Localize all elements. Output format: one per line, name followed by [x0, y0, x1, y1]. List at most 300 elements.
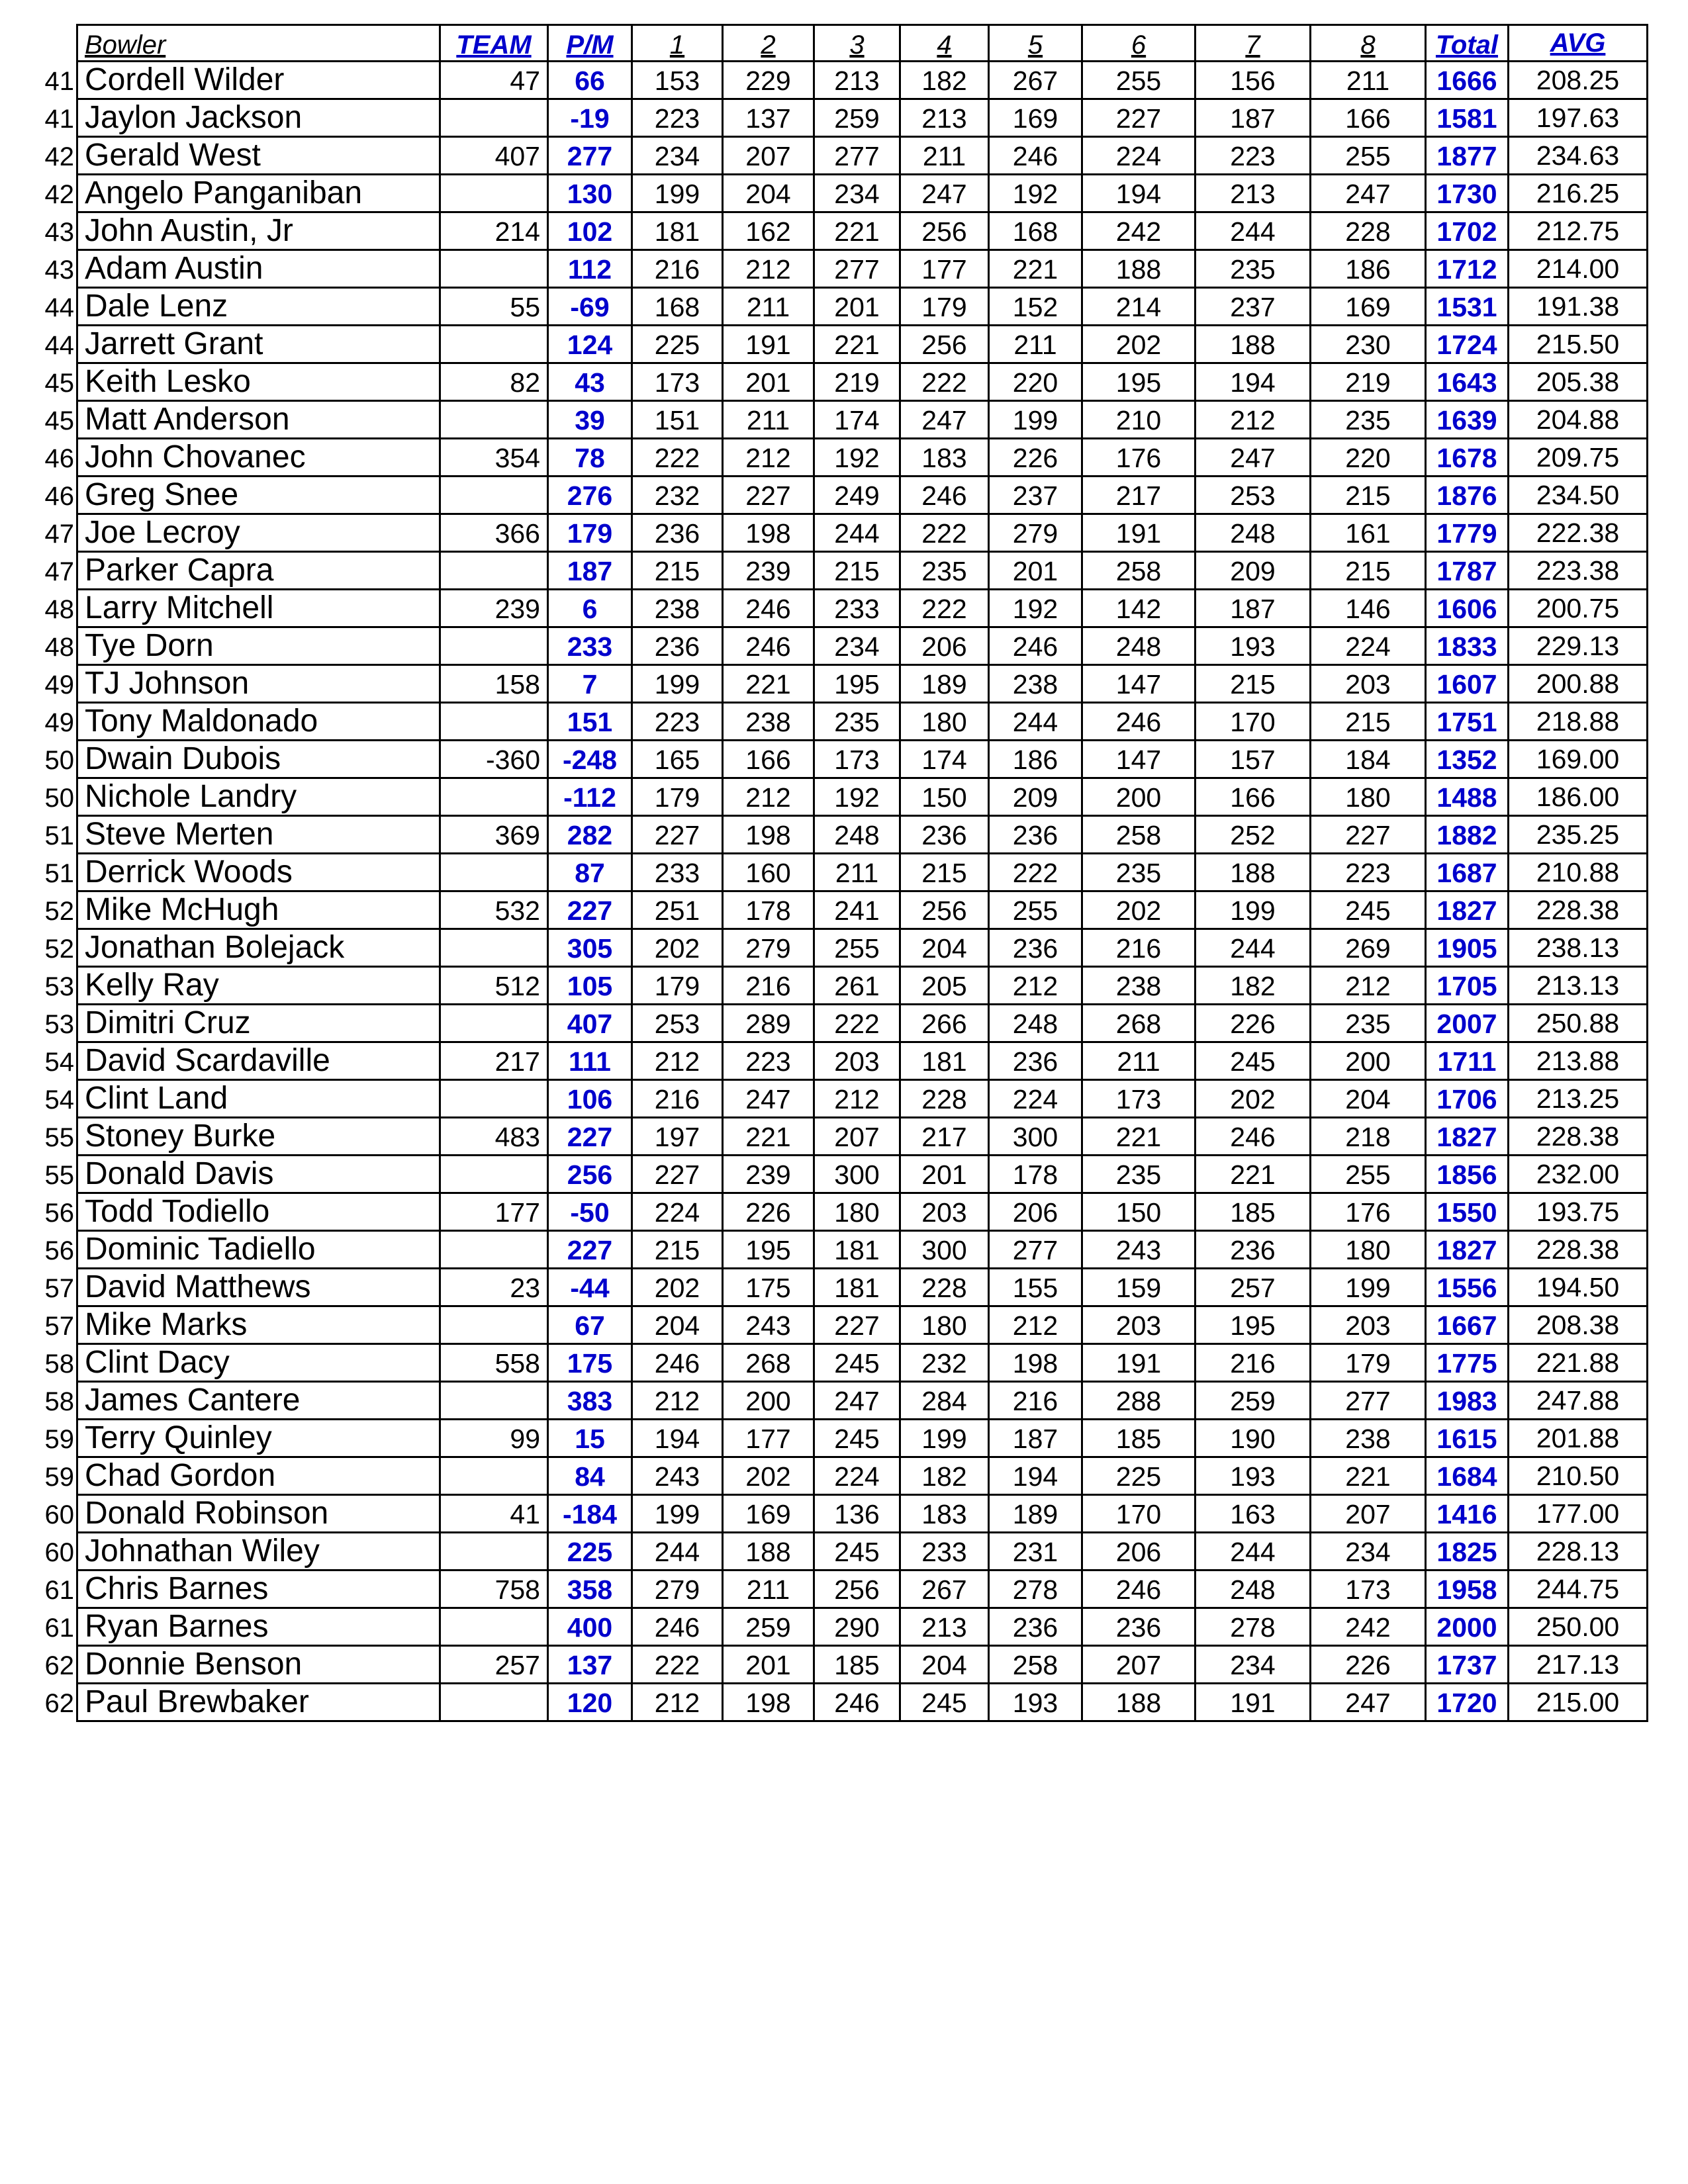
game-2-cell: 212	[723, 439, 814, 477]
game-4-cell: 267	[900, 1570, 989, 1608]
game-1-cell: 236	[632, 514, 723, 552]
table-row	[77, 514, 1648, 552]
plus-minus-cell: 120	[548, 1684, 632, 1721]
team-score-cell	[440, 1608, 548, 1646]
table-row	[77, 854, 1648, 891]
total-cell: 1983	[1426, 1382, 1509, 1420]
game-7-cell: 244	[1196, 212, 1311, 250]
game-4-cell: 217	[900, 1118, 989, 1156]
game-3-cell: 180	[814, 1193, 900, 1231]
total-cell: 1550	[1426, 1193, 1509, 1231]
game-2-cell: 162	[723, 212, 814, 250]
game-3-cell: 173	[814, 741, 900, 778]
game-6-cell: 258	[1082, 816, 1196, 854]
game-3-cell: 259	[814, 99, 900, 137]
game-6-cell: 206	[1082, 1533, 1196, 1570]
average-cell: 177.00	[1509, 1495, 1648, 1533]
game-5-cell: 216	[989, 1382, 1082, 1420]
game-7-cell: 237	[1196, 288, 1311, 326]
table-row	[77, 1193, 1648, 1231]
game-1-cell: 227	[632, 816, 723, 854]
game-8-cell: 230	[1311, 326, 1426, 363]
game-2-cell: 198	[723, 514, 814, 552]
game-1-cell: 225	[632, 326, 723, 363]
game-7-cell: 185	[1196, 1193, 1311, 1231]
game-8-cell: 234	[1311, 1533, 1426, 1570]
game-7-cell: 195	[1196, 1306, 1311, 1344]
table-row	[77, 741, 1648, 778]
game-4-cell: 189	[900, 665, 989, 703]
game-4-cell: 180	[900, 1306, 989, 1344]
average-cell: 205.38	[1509, 363, 1648, 401]
game-4-cell: 222	[900, 590, 989, 627]
average-cell: 228.38	[1509, 1231, 1648, 1269]
game-3-cell: 181	[814, 1269, 900, 1306]
game-8-cell: 215	[1311, 477, 1426, 514]
game-3-cell: 195	[814, 665, 900, 703]
plus-minus-cell: 39	[548, 401, 632, 439]
bowler-name-cell: Derrick Woods	[77, 854, 440, 891]
average-cell: 217.13	[1509, 1646, 1648, 1684]
game-6-cell: 191	[1082, 514, 1196, 552]
table-row	[77, 1080, 1648, 1118]
average-cell: 228.13	[1509, 1533, 1648, 1570]
game-1-cell: 212	[632, 1382, 723, 1420]
plus-minus-cell: -19	[548, 99, 632, 137]
total-cell: 1711	[1426, 1042, 1509, 1080]
game-7-cell: 245	[1196, 1042, 1311, 1080]
game-8-cell: 173	[1311, 1570, 1426, 1608]
bowler-name-cell: Jarrett Grant	[77, 326, 440, 363]
game-7-cell: 156	[1196, 62, 1311, 99]
game-2-cell: 198	[723, 1684, 814, 1721]
game-8-cell: 269	[1311, 929, 1426, 967]
game-8-cell: 223	[1311, 854, 1426, 891]
bowler-name-cell: Greg Snee	[77, 477, 440, 514]
total-cell: 1730	[1426, 175, 1509, 212]
average-cell: 238.13	[1509, 929, 1648, 967]
average-cell: 215.50	[1509, 326, 1648, 363]
game-1-cell: 153	[632, 62, 723, 99]
team-score-cell: 366	[440, 514, 548, 552]
total-cell: 1678	[1426, 439, 1509, 477]
bowler-name-cell: Parker Capra	[77, 552, 440, 590]
game-5-cell: 258	[989, 1646, 1082, 1684]
table-row	[77, 1231, 1648, 1269]
total-cell: 1352	[1426, 741, 1509, 778]
game-4-cell: 266	[900, 1005, 989, 1042]
game-6-cell: 216	[1082, 929, 1196, 967]
total-cell: 1751	[1426, 703, 1509, 741]
bowler-name-cell: Gerald West	[77, 137, 440, 175]
game-2-cell: 221	[723, 1118, 814, 1156]
game-7-cell: 213	[1196, 175, 1311, 212]
bowler-name-cell: Jonathan Bolejack	[77, 929, 440, 967]
team-score-cell: 257	[440, 1646, 548, 1684]
bowler-name-cell: Clint Dacy	[77, 1344, 440, 1382]
game-6-cell: 188	[1082, 1684, 1196, 1721]
table-row	[77, 1118, 1648, 1156]
bowler-name-cell: Todd Todiello	[77, 1193, 440, 1231]
game-3-cell: 211	[814, 854, 900, 891]
game-5-cell: 236	[989, 1608, 1082, 1646]
team-score-cell: 55	[440, 288, 548, 326]
game-3-cell: 245	[814, 1344, 900, 1382]
game-8-cell: 166	[1311, 99, 1426, 137]
row-number: 61	[44, 1613, 74, 1643]
team-score-cell: 214	[440, 212, 548, 250]
total-cell: 1825	[1426, 1533, 1509, 1570]
total-cell: 1787	[1426, 552, 1509, 590]
game-2-cell: 212	[723, 250, 814, 288]
game-5-cell: 189	[989, 1495, 1082, 1533]
bowler-name-cell: Jaylon Jackson	[77, 99, 440, 137]
game-7-cell: 163	[1196, 1495, 1311, 1533]
plus-minus-cell: 407	[548, 1005, 632, 1042]
bowler-name-cell: Chad Gordon	[77, 1457, 440, 1495]
average-cell: 186.00	[1509, 778, 1648, 816]
game-1-cell: 279	[632, 1570, 723, 1608]
table-row	[77, 929, 1648, 967]
game-7-cell: 246	[1196, 1118, 1311, 1156]
game-4-cell: 201	[900, 1156, 989, 1193]
total-cell: 1615	[1426, 1420, 1509, 1457]
game-5-cell: 277	[989, 1231, 1082, 1269]
game-1-cell: 151	[632, 401, 723, 439]
average-cell: 191.38	[1509, 288, 1648, 326]
table-row	[77, 891, 1648, 929]
table-row	[77, 439, 1648, 477]
table-row	[77, 552, 1648, 590]
game-4-cell: 247	[900, 175, 989, 212]
game-4-cell: 222	[900, 514, 989, 552]
bowler-name-cell: Dwain Dubois	[77, 741, 440, 778]
game-3-cell: 277	[814, 250, 900, 288]
plus-minus-cell: 276	[548, 477, 632, 514]
plus-minus-cell: 277	[548, 137, 632, 175]
row-number: 61	[44, 1575, 74, 1605]
bowler-name-cell: Ryan Barnes	[77, 1608, 440, 1646]
total-cell: 1827	[1426, 1231, 1509, 1269]
team-score-cell: 532	[440, 891, 548, 929]
game-8-cell: 245	[1311, 891, 1426, 929]
total-cell: 1833	[1426, 627, 1509, 665]
bowler-name-cell: Larry Mitchell	[77, 590, 440, 627]
total-cell: 1684	[1426, 1457, 1509, 1495]
game-4-cell: 228	[900, 1269, 989, 1306]
game-8-cell: 238	[1311, 1420, 1426, 1457]
game-8-cell: 235	[1311, 401, 1426, 439]
game-5-cell: 206	[989, 1193, 1082, 1231]
game-4-cell: 256	[900, 891, 989, 929]
total-cell: 1531	[1426, 288, 1509, 326]
game-8-cell: 180	[1311, 778, 1426, 816]
game-1-cell: 179	[632, 778, 723, 816]
average-cell: 210.50	[1509, 1457, 1648, 1495]
game-3-cell: 174	[814, 401, 900, 439]
bowler-name-cell: Kelly Ray	[77, 967, 440, 1005]
game-2-cell: 226	[723, 1193, 814, 1231]
game-6-cell: 176	[1082, 439, 1196, 477]
team-score-cell	[440, 1382, 548, 1420]
game-6-cell: 242	[1082, 212, 1196, 250]
game-5-cell: 212	[989, 1306, 1082, 1344]
game-6-cell: 173	[1082, 1080, 1196, 1118]
game-8-cell: 161	[1311, 514, 1426, 552]
game-1-cell: 179	[632, 967, 723, 1005]
game-8-cell: 200	[1311, 1042, 1426, 1080]
game-3-cell: 300	[814, 1156, 900, 1193]
game-6-cell: 142	[1082, 590, 1196, 627]
game-5-cell: 211	[989, 326, 1082, 363]
game-1-cell: 222	[632, 1646, 723, 1684]
game-7-cell: 191	[1196, 1684, 1311, 1721]
total-cell: 1607	[1426, 665, 1509, 703]
game-3-cell: 290	[814, 1608, 900, 1646]
table-row	[77, 665, 1648, 703]
game-6-cell: 170	[1082, 1495, 1196, 1533]
game-5-cell: 255	[989, 891, 1082, 929]
plus-minus-cell: 400	[548, 1608, 632, 1646]
game-7-cell: 209	[1196, 552, 1311, 590]
game-1-cell: 234	[632, 137, 723, 175]
game-8-cell: 184	[1311, 741, 1426, 778]
game-1-cell: 227	[632, 1156, 723, 1193]
average-cell: 228.38	[1509, 1118, 1648, 1156]
bowler-name-cell: James Cantere	[77, 1382, 440, 1420]
column-header-game-7: 7	[1196, 25, 1311, 62]
game-5-cell: 244	[989, 703, 1082, 741]
team-score-cell: 558	[440, 1344, 548, 1382]
team-score-cell	[440, 401, 548, 439]
game-7-cell: 199	[1196, 891, 1311, 929]
game-7-cell: 187	[1196, 590, 1311, 627]
game-1-cell: 224	[632, 1193, 723, 1231]
game-8-cell: 203	[1311, 665, 1426, 703]
game-5-cell: 246	[989, 627, 1082, 665]
team-score-cell: 758	[440, 1570, 548, 1608]
plus-minus-cell: 6	[548, 590, 632, 627]
plus-minus-cell: 66	[548, 62, 632, 99]
bowler-name-cell: Donald Robinson	[77, 1495, 440, 1533]
standings-table	[76, 24, 1648, 1722]
plus-minus-cell: 84	[548, 1457, 632, 1495]
game-1-cell: 251	[632, 891, 723, 929]
team-score-cell	[440, 477, 548, 514]
game-6-cell: 224	[1082, 137, 1196, 175]
row-number: 51	[44, 821, 74, 850]
table-row	[77, 1382, 1648, 1420]
column-header-total: Total	[1426, 25, 1509, 62]
game-2-cell: 212	[723, 778, 814, 816]
game-1-cell: 168	[632, 288, 723, 326]
game-5-cell: 238	[989, 665, 1082, 703]
plus-minus-cell: 78	[548, 439, 632, 477]
row-number: 49	[44, 670, 74, 700]
game-1-cell: 236	[632, 627, 723, 665]
column-header-pm: P/M	[548, 25, 632, 62]
row-number: 50	[44, 783, 74, 813]
game-7-cell: 244	[1196, 1533, 1311, 1570]
game-8-cell: 212	[1311, 967, 1426, 1005]
game-3-cell: 246	[814, 1684, 900, 1721]
average-cell: 213.13	[1509, 967, 1648, 1005]
average-cell: 215.00	[1509, 1684, 1648, 1721]
table-row	[77, 250, 1648, 288]
game-4-cell: 204	[900, 1646, 989, 1684]
game-4-cell: 222	[900, 363, 989, 401]
plus-minus-cell: 233	[548, 627, 632, 665]
game-8-cell: 228	[1311, 212, 1426, 250]
game-1-cell: 197	[632, 1118, 723, 1156]
game-7-cell: 194	[1196, 363, 1311, 401]
game-4-cell: 177	[900, 250, 989, 288]
game-1-cell: 215	[632, 552, 723, 590]
total-cell: 1958	[1426, 1570, 1509, 1608]
row-number: 59	[44, 1462, 74, 1492]
team-score-cell: 23	[440, 1269, 548, 1306]
game-4-cell: 174	[900, 741, 989, 778]
bowler-name-cell: David Scardaville	[77, 1042, 440, 1080]
table-row	[77, 1608, 1648, 1646]
plus-minus-cell: 130	[548, 175, 632, 212]
team-score-cell	[440, 326, 548, 363]
game-8-cell: 247	[1311, 1684, 1426, 1721]
game-2-cell: 223	[723, 1042, 814, 1080]
plus-minus-cell: 105	[548, 967, 632, 1005]
game-4-cell: 205	[900, 967, 989, 1005]
column-header-avg: AVG	[1509, 25, 1648, 62]
game-2-cell: 177	[723, 1420, 814, 1457]
game-5-cell: 152	[989, 288, 1082, 326]
plus-minus-cell: 358	[548, 1570, 632, 1608]
game-7-cell: 187	[1196, 99, 1311, 137]
total-cell: 1556	[1426, 1269, 1509, 1306]
bowler-name-cell: Cordell Wilder	[77, 62, 440, 99]
game-4-cell: 183	[900, 1495, 989, 1533]
plus-minus-cell: 179	[548, 514, 632, 552]
game-2-cell: 268	[723, 1344, 814, 1382]
bowler-name-cell: Tony Maldonado	[77, 703, 440, 741]
game-5-cell: 187	[989, 1420, 1082, 1457]
total-cell: 1643	[1426, 363, 1509, 401]
game-2-cell: 200	[723, 1382, 814, 1420]
plus-minus-cell: -112	[548, 778, 632, 816]
plus-minus-cell: 7	[548, 665, 632, 703]
game-7-cell: 188	[1196, 326, 1311, 363]
plus-minus-cell: 282	[548, 816, 632, 854]
table-row	[77, 703, 1648, 741]
bowler-name-cell: Johnathan Wiley	[77, 1533, 440, 1570]
game-2-cell: 178	[723, 891, 814, 929]
game-6-cell: 235	[1082, 854, 1196, 891]
team-score-cell: 407	[440, 137, 548, 175]
total-cell: 1706	[1426, 1080, 1509, 1118]
game-4-cell: 256	[900, 326, 989, 363]
game-8-cell: 255	[1311, 1156, 1426, 1193]
game-8-cell: 211	[1311, 62, 1426, 99]
total-cell: 1882	[1426, 816, 1509, 854]
game-8-cell: 224	[1311, 627, 1426, 665]
team-score-cell	[440, 1684, 548, 1721]
plus-minus-cell: -50	[548, 1193, 632, 1231]
team-score-cell	[440, 1457, 548, 1495]
average-cell: 229.13	[1509, 627, 1648, 665]
row-number: 57	[44, 1273, 74, 1303]
game-8-cell: 203	[1311, 1306, 1426, 1344]
game-1-cell: 202	[632, 1269, 723, 1306]
total-cell: 1416	[1426, 1495, 1509, 1533]
row-number: 52	[44, 934, 74, 964]
plus-minus-cell: -69	[548, 288, 632, 326]
plus-minus-cell: 225	[548, 1533, 632, 1570]
table-row	[77, 1570, 1648, 1608]
game-6-cell: 194	[1082, 175, 1196, 212]
game-2-cell: 166	[723, 741, 814, 778]
table-row	[77, 1344, 1648, 1382]
game-1-cell: 233	[632, 854, 723, 891]
game-6-cell: 238	[1082, 967, 1196, 1005]
game-2-cell: 239	[723, 1156, 814, 1193]
bowler-name-cell: Dominic Tadiello	[77, 1231, 440, 1269]
game-5-cell: 221	[989, 250, 1082, 288]
game-7-cell: 248	[1196, 1570, 1311, 1608]
row-number: 48	[44, 594, 74, 624]
game-1-cell: 212	[632, 1042, 723, 1080]
average-cell: 197.63	[1509, 99, 1648, 137]
game-7-cell: 221	[1196, 1156, 1311, 1193]
average-cell: 204.88	[1509, 401, 1648, 439]
row-number: 41	[44, 104, 74, 134]
game-5-cell: 192	[989, 590, 1082, 627]
game-1-cell: 243	[632, 1457, 723, 1495]
average-cell: 194.50	[1509, 1269, 1648, 1306]
table-row	[77, 363, 1648, 401]
bowler-name-cell: Stoney Burke	[77, 1118, 440, 1156]
total-cell: 1877	[1426, 137, 1509, 175]
total-cell: 1856	[1426, 1156, 1509, 1193]
average-cell: 216.25	[1509, 175, 1648, 212]
total-cell: 1737	[1426, 1646, 1509, 1684]
bowler-name-cell: Mike Marks	[77, 1306, 440, 1344]
game-7-cell: 253	[1196, 477, 1311, 514]
game-6-cell: 150	[1082, 1193, 1196, 1231]
game-3-cell: 224	[814, 1457, 900, 1495]
game-4-cell: 199	[900, 1420, 989, 1457]
team-score-cell	[440, 99, 548, 137]
game-7-cell: 278	[1196, 1608, 1311, 1646]
game-1-cell: 181	[632, 212, 723, 250]
row-number: 44	[44, 293, 74, 322]
bowler-name-cell: John Chovanec	[77, 439, 440, 477]
game-2-cell: 160	[723, 854, 814, 891]
game-7-cell: 215	[1196, 665, 1311, 703]
row-number: 60	[44, 1537, 74, 1567]
game-4-cell: 213	[900, 99, 989, 137]
bowler-name-cell: Clint Land	[77, 1080, 440, 1118]
game-1-cell: 232	[632, 477, 723, 514]
game-2-cell: 243	[723, 1306, 814, 1344]
game-4-cell: 233	[900, 1533, 989, 1570]
game-6-cell: 288	[1082, 1382, 1196, 1420]
bowler-name-cell: TJ Johnson	[77, 665, 440, 703]
game-6-cell: 214	[1082, 288, 1196, 326]
game-5-cell: 248	[989, 1005, 1082, 1042]
average-cell: 210.88	[1509, 854, 1648, 891]
game-2-cell: 188	[723, 1533, 814, 1570]
row-number: 47	[44, 519, 74, 549]
row-number: 45	[44, 368, 74, 398]
